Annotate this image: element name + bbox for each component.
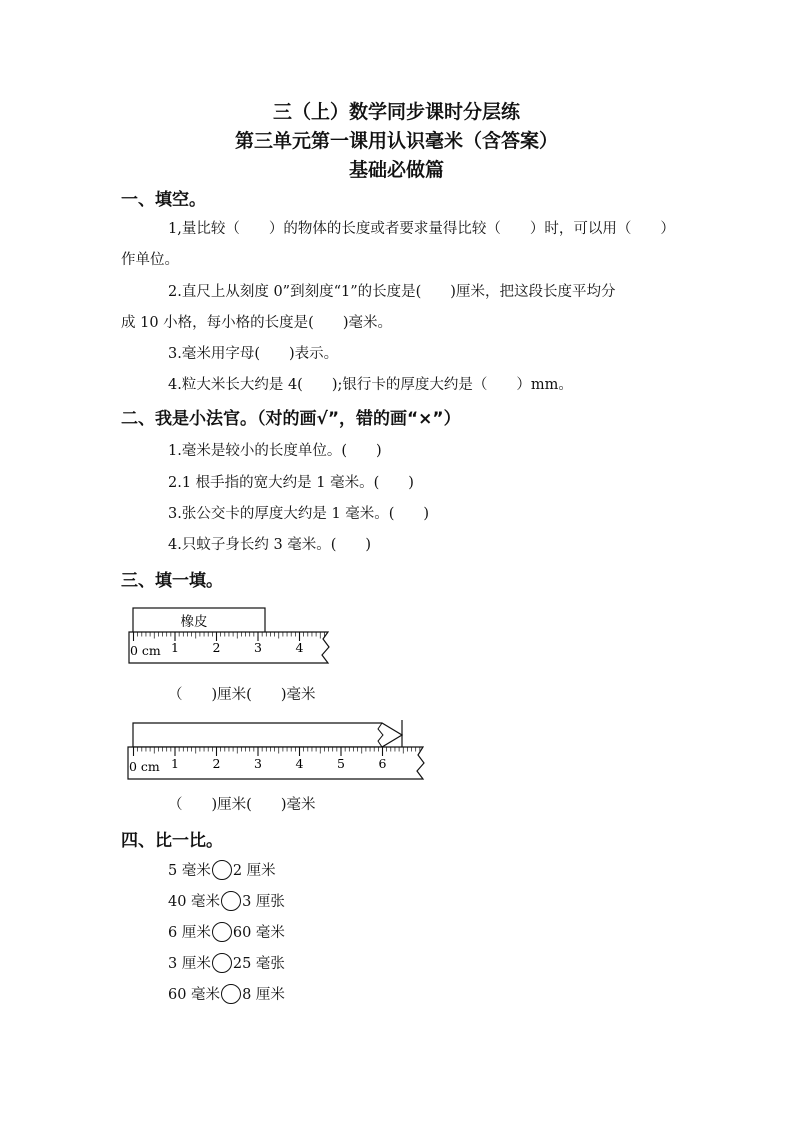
- compare-right: 60 毫米: [232, 925, 285, 941]
- ruler-2-tick-label-6: 6: [378, 756, 387, 771]
- compare-circle[interactable]: [212, 953, 232, 973]
- compare-right: 3 厘张: [242, 894, 285, 910]
- judge-item-1: 1.毫米是较小的长度单位。( ): [168, 443, 382, 459]
- eraser-label: 橡皮: [180, 614, 208, 630]
- judge-item-2: 2.1 根手指的宽大约是 1 毫米。( ): [168, 475, 414, 491]
- ruler-pencil-figure: [120, 716, 430, 782]
- compare-circle[interactable]: [221, 984, 241, 1004]
- ruler-2-tick-label-4: 4: [295, 756, 304, 771]
- page-title: 三（上）数学同步课时分层练: [272, 101, 520, 123]
- compare-left: 5 毫米: [168, 863, 211, 879]
- ruler-1-zero-label: 0 cm: [130, 643, 161, 658]
- ruler-eraser-figure: [120, 603, 340, 669]
- compare-right: 25 毫张: [232, 956, 285, 972]
- ruler-1-tick-label-4: 4: [295, 640, 304, 655]
- ruler-2-answer: （ )厘米( )毫米: [168, 797, 316, 813]
- question-1-line-2: 作单位。: [121, 252, 179, 268]
- ruler-1-tick-label-3: 3: [254, 640, 262, 655]
- compare-row: [168, 859, 276, 880]
- ruler-1-tick-label-1: 1: [171, 640, 179, 655]
- compare-right: 2 厘米: [232, 863, 276, 879]
- question-4: 4.粒大米长大约是 4( );银行卡的厚度大约是（ ）mm。: [168, 377, 573, 393]
- compare-right: 8 厘米: [242, 987, 285, 1003]
- compare-row: [168, 983, 285, 1004]
- compare-circle[interactable]: [221, 891, 241, 911]
- compare-left: 60 毫米: [168, 987, 221, 1003]
- ruler-1-tick-label-2: 2: [212, 640, 221, 655]
- page-subtitle: 第三单元第一课用认识毫米（含答案）: [234, 130, 558, 152]
- ruler-2-tick-label-2: 2: [212, 756, 221, 771]
- section-3-heading: 三、填一填。: [121, 571, 223, 591]
- ruler-2-zero-label: 0 cm: [129, 759, 160, 774]
- ruler-2-tick-label-1: 1: [171, 756, 179, 771]
- compare-circle[interactable]: [212, 922, 232, 942]
- section-1-heading: 一、填空。: [121, 190, 206, 210]
- compare-row: [168, 921, 285, 942]
- question-2-line-2: 成 10 小格，每小格的长度是( )毫米。: [121, 315, 392, 331]
- question-1-line-1: 1,量比较（ ）的物体的长度或者要求量得比较（ ）时，可以用（ ）: [168, 221, 675, 237]
- compare-row: [168, 890, 285, 911]
- question-3: 3.毫米用字母( )表示。: [168, 346, 339, 362]
- ruler-2-tick-label-3: 3: [254, 756, 262, 771]
- compare-circle[interactable]: [212, 860, 232, 880]
- compare-left: 3 厘米: [168, 956, 211, 972]
- ruler-1-answer: （ )厘米( )毫米: [168, 687, 316, 703]
- section-2-heading: 二、我是小法官。（对的画√”，错的画“×”）: [121, 409, 461, 429]
- judge-item-3: 3.张公交卡的厚度大约是 1 毫米。( ): [168, 506, 430, 522]
- pencil: [133, 723, 402, 747]
- compare-row: [168, 952, 285, 973]
- compare-left: 40 毫米: [168, 894, 221, 910]
- judge-item-4: 4.只蚊子身长约 3 毫米。( ): [168, 537, 372, 553]
- question-2-line-1: 2.直尺上从刻度 0”到刻度“1”的长度是( )厘米，把这段长度平均分: [168, 284, 616, 300]
- ruler-2-tick-label-5: 5: [337, 756, 345, 771]
- page-level-title: 基础必做篇: [348, 159, 444, 181]
- compare-left: 6 厘米: [168, 925, 211, 941]
- section-4-heading: 四、比一比。: [121, 831, 223, 851]
